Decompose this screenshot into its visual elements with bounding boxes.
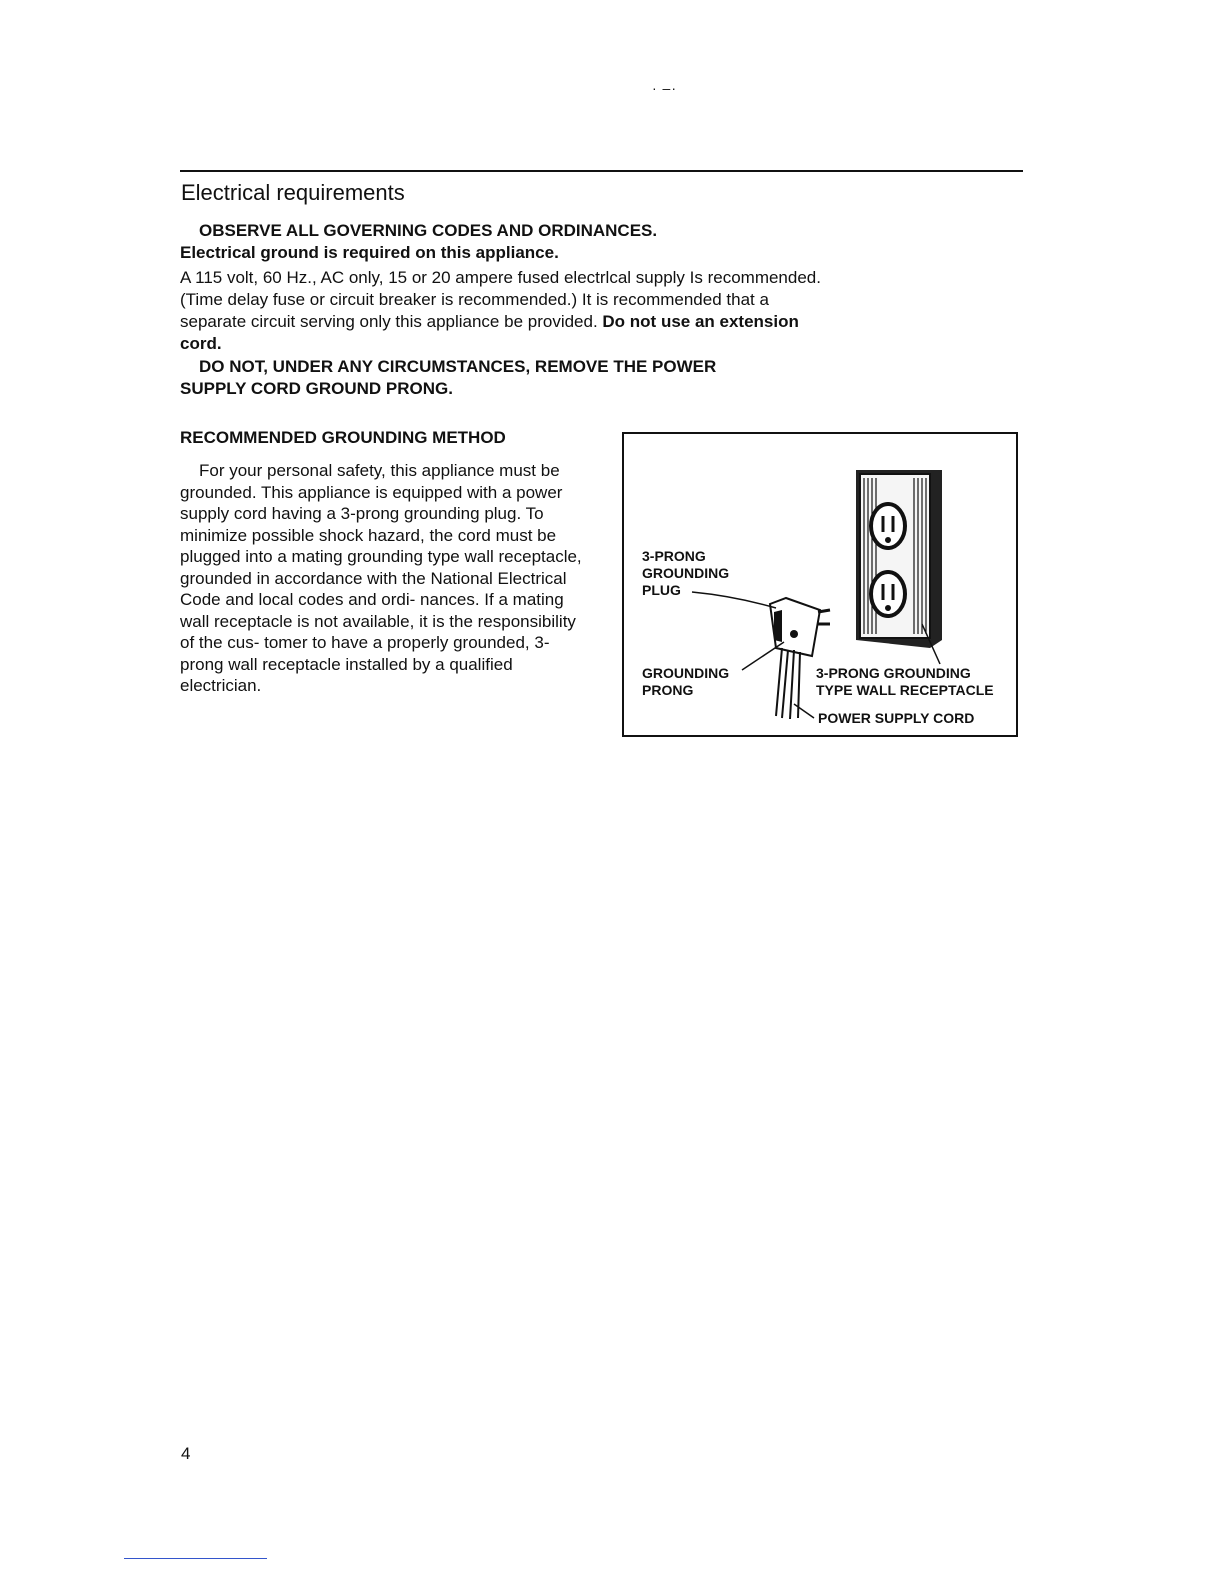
power-cord-label: POWER SUPPLY CORD <box>818 710 975 726</box>
section-rule <box>180 170 1023 172</box>
plug-label: 3-PRONG GROUNDING PLUG <box>642 548 730 598</box>
wall-receptacle-drawing <box>856 470 942 648</box>
ground-warning: Electrical ground is required on this appliance. <box>180 243 559 262</box>
plug-drawing <box>770 598 830 719</box>
page-number: 4 <box>181 1444 191 1463</box>
grounding-heading: RECOMMENDED GROUNDING METHOD <box>180 428 506 447</box>
prong-warning-cont: SUPPLY CORD GROUND PRONG. <box>180 379 453 398</box>
extension-cord-warning: Do not use an extension cord. <box>180 312 799 353</box>
receptacle-label: 3-PRONG GROUNDING TYPE WALL RECEPTACLE <box>816 665 994 698</box>
prong-warning: DO NOT, UNDER ANY CIRCUMSTANCES, REMOVE THE POWER <box>199 357 717 376</box>
top-mark: · –· <box>652 80 677 96</box>
supply-text: A 115 volt, 60 Hz., AC only, 15 or 20 ampere fused electrlcal supply Is recommended. (Time delay fuse or circuit breaker is recommended.) It is recommended that a separate circuit serving only this appliance be provided. <box>180 268 821 331</box>
section-title: Electrical requirements <box>181 180 405 205</box>
codes-warning: OBSERVE ALL GOVERNING CODES AND ORDINANCES. <box>199 221 658 240</box>
grounding-paragraph: For your personal safety, this appliance must be grounded. This appliance is equipped with a power supply cord having a 3-prong grounding plug. To minimize possible shock hazard, the cord must be plugged into a mating grounding type wall receptacle, grounded in accordance with the National Electrical Code and local codes and ordi- nances. If a mating wall receptacle is not available, it is the responsibility of the cus- tomer to have a properly grounded, 3-prong wall receptacle installed by a qualified electrician. <box>180 461 582 695</box>
supply-paragraph <box>180 267 830 355</box>
bottom-rule <box>124 1558 267 1559</box>
grounding-prong-label: GROUNDING PRONG <box>642 665 730 698</box>
grounding-figure <box>622 432 1018 737</box>
